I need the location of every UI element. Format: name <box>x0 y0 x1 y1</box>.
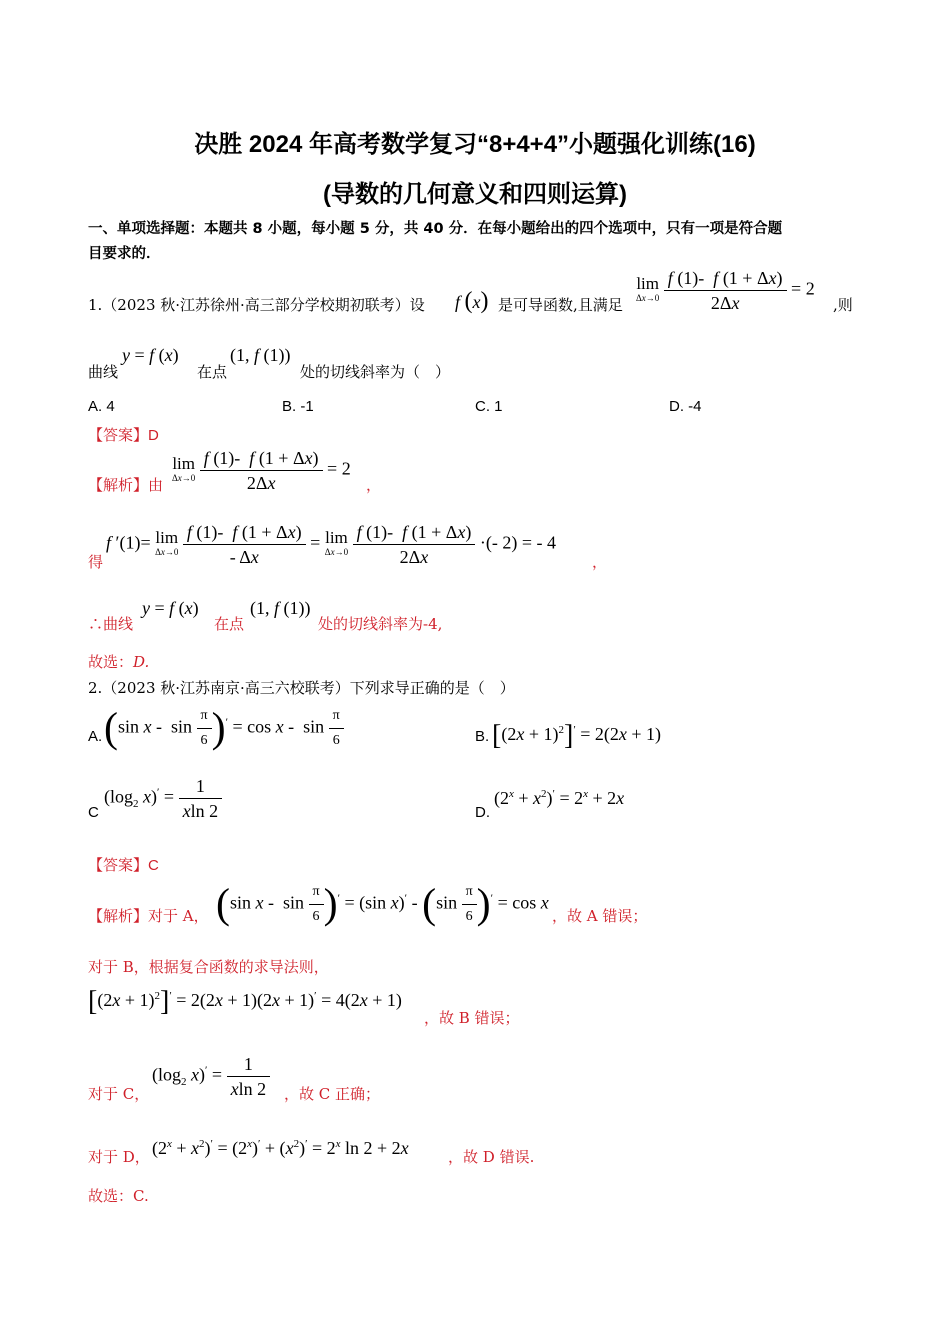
q2-analysis-a-end: ，故 A 错误； <box>552 907 648 925</box>
q1-therefore-curve-math: y = f (x) <box>142 598 199 618</box>
q2-choose: 故选：C. <box>88 1187 149 1205</box>
q1-analysis-label: 【解析】由 <box>88 476 164 494</box>
q1-curve-math: y = f (x) <box>122 345 179 365</box>
q1-analysis-comma2: ， <box>592 553 608 571</box>
q1-line2-mid: 在点 <box>197 363 228 381</box>
q1-option-d: D. -4 <box>669 398 702 415</box>
q1-therefore-point-math: (1, f (1)) <box>250 598 311 618</box>
q1-option-a: A. 4 <box>88 398 115 415</box>
q2-option-b-math: $[(2x + 1)^2]' = 2(2x + 1)$ <box>492 720 662 751</box>
q1-therefore: ∴曲线 <box>88 615 134 633</box>
q1-analysis-comma: ， <box>366 476 382 494</box>
q1-line2-pre: 曲线 <box>88 363 119 381</box>
q1-choose: 故选：D. <box>88 653 150 671</box>
q2-option-b-label: B. <box>475 728 490 745</box>
q2-analysis-c-end: ，故 C 正确； <box>284 1085 381 1103</box>
q1-option-c: C. 1 <box>475 398 503 415</box>
q2-analysis-b-end: ，故 B 错误； <box>424 1009 520 1027</box>
q2-option-d-math: $(2^x + x^2)' = 2^x + 2x$ <box>494 788 625 808</box>
q2-analysis-c-math: ($\log_2$ x)′ = $\frac{1}{xln 2}$ <box>152 1052 270 1101</box>
q2-analysis-d-math: $(2^x + x^2)' = (2^x)' + (x^2)' = 2^x$ ln 2 + 2x <box>152 1138 409 1158</box>
q2-option-c-math: ($\log_2$ x)′ = $\frac{1}{xln 2}$ <box>104 774 222 823</box>
q1-answer: 【答案】D <box>88 426 159 444</box>
q2-analysis-b-label: 对于 B，根据复合函数的求导法则， <box>88 958 329 976</box>
q1-slope-text: 处的切线斜率为-4, <box>318 615 443 633</box>
q2-analysis-a-math: (sin x - sin $\frac{\pi}{6}$ )′ = (sin x)′ - (sin $\frac{\pi}{6}$ )′ = cos x <box>216 881 549 928</box>
q2-option-d-label: D. <box>475 804 490 821</box>
q2-option-a-label: A. <box>88 728 103 745</box>
q1-analysis-formula2: f ′(1)= lim Δx→0 $\frac{f (1)- f (1 + \Delta x)}{- \Delta x}$ = lim Δx→0 $\frac{f (1)- f (1 + \Delta x)}{2\Delta x}$ ·(- 2) = - 4 <box>106 522 556 567</box>
q1-stem-prefix: 1.（2023 秋·江苏徐州·高三部分学校期初联考）设 <box>88 296 425 314</box>
section-heading-line1: 一、单项选择题：本题共 8 小题，每小题 5 分，共 40 分．在每小题给出的四个选项中，只有一项是符合题 <box>88 221 783 237</box>
q2-analysis-d-end: ，故 D 错误. <box>448 1148 535 1166</box>
q1-limit-formula: lim Δx→0 $\frac{f (1)- f (1 + \Delta x)}{2\Delta x}$ = 2 <box>636 268 815 313</box>
q1-analysis-de: 得 <box>88 553 104 571</box>
q1-option-b: B. -1 <box>282 398 314 415</box>
q2-analysis-a-label: 【解析】对于 A， <box>88 907 209 925</box>
q1-line2-end: 处的切线斜率为（ ） <box>300 363 451 381</box>
q2-stem: 2.（2023 秋·江苏南京·高三六校联考）下列求导正确的是（ ） <box>88 679 515 697</box>
q1-at-point: 在点 <box>214 615 245 633</box>
page-title: 决胜 2024 年高考数学复习“8+4+4”小题强化训练(16) <box>194 131 756 158</box>
q2-answer: 【答案】C <box>88 856 159 874</box>
q2-analysis-d-label: 对于 D， <box>88 1148 150 1166</box>
q1-point-math: (1, f (1)) <box>230 345 291 365</box>
q1-stem-end: ,则 <box>833 296 853 314</box>
section-heading-line2: 目要求的． <box>88 246 161 262</box>
q2-option-a-math: (sin x - sin $\frac{\pi}{6}$ )′ = cos x - sin $\frac{\pi}{6}$ <box>104 704 344 753</box>
q2-analysis-c-label: 对于 C， <box>88 1085 150 1103</box>
q2-option-c-label: C <box>88 804 99 821</box>
q1-fx-math: f (x) <box>455 288 489 314</box>
q2-analysis-b-math: $[(2x + 1)^2]' = 2(2x + 1)(2x + 1)' = 4(2x + 1)$ <box>88 986 402 1017</box>
q1-analysis-formula1: lim Δx→0 $\frac{f (1)- f (1 + \Delta x)}{2\Delta x}$ = 2 <box>172 448 351 493</box>
q1-stem-mid: 是可导函数,且满足 <box>498 296 623 314</box>
page-subtitle: (导数的几何意义和四则运算) <box>323 181 627 208</box>
